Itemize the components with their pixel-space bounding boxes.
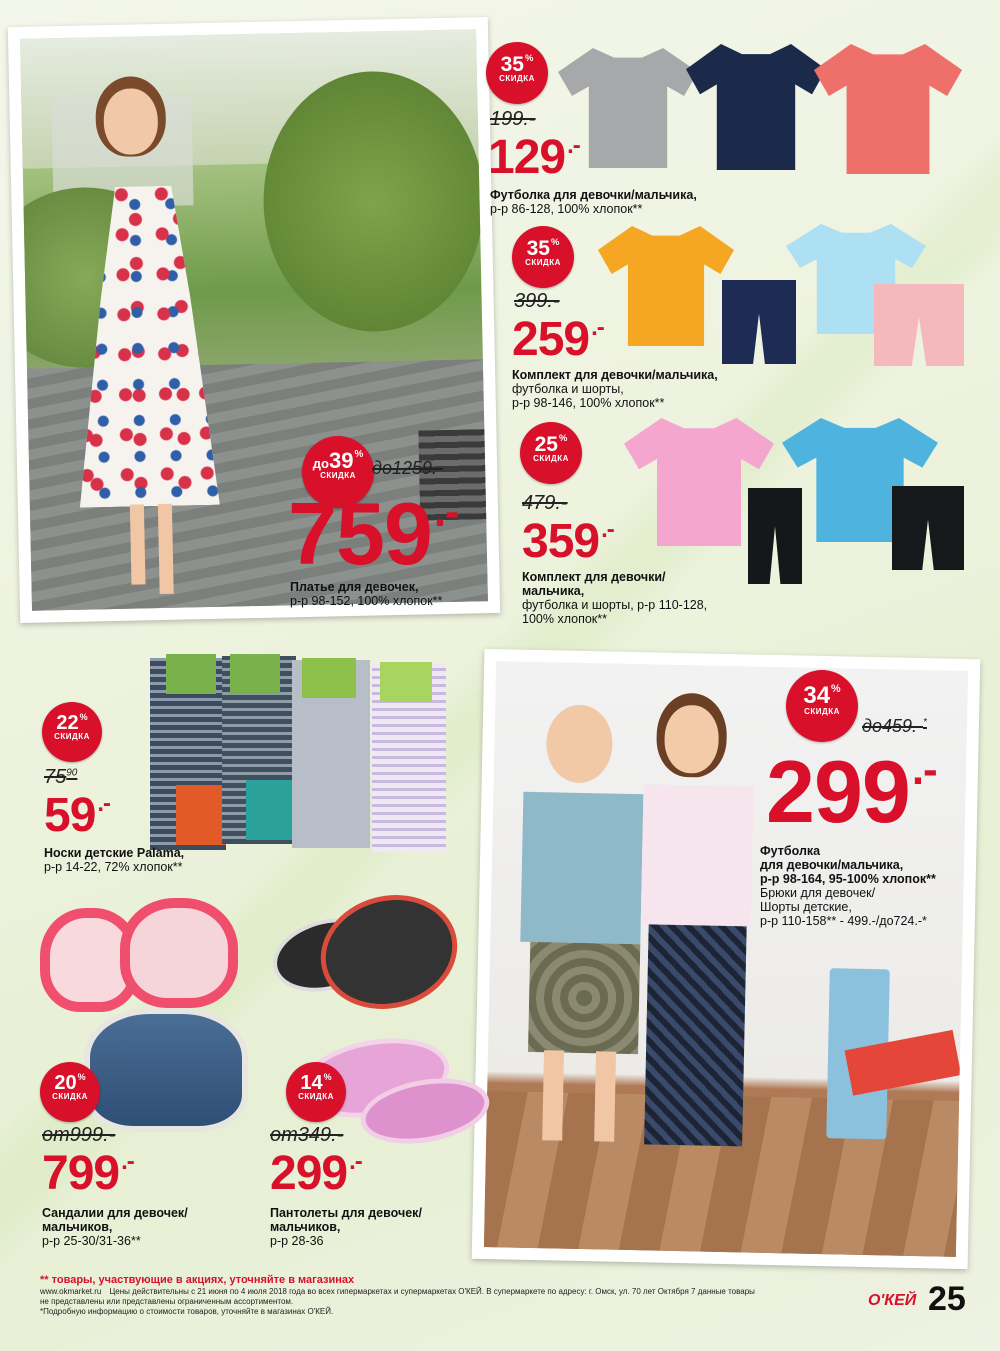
socks-discount-badge: 22% СКИДКА [42, 702, 102, 762]
slippers-details: р-р 28-36 [270, 1234, 324, 1248]
set1-navy-shorts-image [722, 280, 796, 364]
boy-figure [546, 704, 614, 783]
kids-price-suffix: .- [911, 745, 937, 794]
tshirt-details: р-р 86-128, 100% хлопок** [490, 202, 643, 216]
footer-line-1: Цены действительны с 21 июня по 4 июля 2018 года во всех гипермаркетах и супермаркетах О'КЕЙ. В супермаркете по адресу: г. Омск, ул. 70 лет Октября 7 данные товары [109, 1287, 755, 1296]
sandals-discount-value: 20 [54, 1072, 77, 1094]
footer-site-link[interactable]: www.okmarket.ru [40, 1287, 102, 1296]
set1-old-price: 399.- [514, 290, 560, 312]
set2-price-value: 359 [522, 515, 600, 568]
socks-price-value: 59 [44, 789, 96, 842]
tshirt-description [490, 188, 697, 216]
dress-price [288, 484, 459, 583]
set1-discount-badge: 35% СКИДКА [512, 226, 574, 288]
kids-title-2: для девочки/мальчика, [760, 858, 904, 872]
slippers-title-2: мальчиков, [270, 1220, 341, 1234]
set1-pink-shorts-image [874, 284, 964, 366]
dress-discount-label: СКИДКА [320, 471, 356, 480]
sandals-title-2: мальчиков, [42, 1220, 113, 1234]
kids-price-value: 299 [766, 742, 910, 841]
dress-badge-prefix: до [312, 456, 329, 471]
tshirt-price [488, 131, 580, 184]
tshirt-coral-image [814, 44, 962, 174]
set1-discount-label: СКИДКА [525, 258, 561, 267]
dress-description [290, 580, 442, 608]
sandals-price-suffix: .- [121, 1148, 134, 1175]
set1-title: Комплект для девочки/мальчика, [512, 368, 718, 382]
set2-old-price: 479.- [522, 492, 568, 514]
set2-title-2: мальчика, [522, 584, 585, 598]
kids-title-1: Футболка [760, 844, 821, 858]
slippers-old-price: от349.- [270, 1124, 344, 1146]
tshirt-price-value: 129 [488, 131, 566, 184]
page-number: 25 [928, 1280, 966, 1318]
sandals-old-price: от999.- [42, 1124, 116, 1146]
sandal-blue-image [84, 1008, 248, 1132]
socks-discount-value: 22 [56, 712, 79, 734]
kids-price [766, 742, 937, 841]
set2-title-1: Комплект для девочки/ [522, 570, 666, 584]
set1-discount-value: 35 [526, 237, 550, 260]
sandals-details: р-р 25-30/31-36** [42, 1234, 141, 1248]
kids-details-1: Брюки для девочек/ [760, 886, 876, 900]
tshirt-old-price: 199.- [490, 108, 536, 130]
footer-line-3: *Подробную информацию о стоимости товаров, уточняйте в магазинах О'КЕЙ. [40, 1307, 334, 1316]
kids-description [760, 844, 936, 928]
set1-yellow-tee-image [598, 226, 734, 346]
kids-discount-label: СКИДКА [804, 707, 840, 716]
socks-details: р-р 14-22, 72% хлопок** [44, 860, 183, 874]
slippers-title-1: Пантолеты для девочек/ [270, 1206, 422, 1220]
socks-price-suffix: .- [97, 790, 111, 817]
socks-old-price [44, 766, 77, 789]
slippers-price [270, 1147, 362, 1200]
dress-price-suffix: .- [433, 487, 459, 536]
kids-old-price-mark: * [923, 717, 927, 728]
sandals-price-value: 799 [42, 1147, 120, 1200]
slippers-discount-badge: 14% СКИДКА [286, 1062, 346, 1122]
dress-price-value: 759 [288, 484, 432, 583]
socks-price [44, 789, 111, 842]
dress-details: р-р 98-152, 100% хлопок** [290, 594, 443, 608]
set1-price-suffix: .- [591, 314, 604, 341]
kids-old-price-value: до459.- [862, 716, 923, 736]
socks-old-price-value: 75 [44, 766, 67, 788]
slippers-price-suffix: .- [349, 1148, 362, 1175]
sandals-description [42, 1206, 188, 1248]
set2-price-suffix: .- [601, 516, 614, 543]
footer-promo: ** товары, участвующие в акциях, уточняйте в магазинах [40, 1274, 355, 1286]
dress-discount-value: 39 [328, 448, 354, 473]
okey-logo: О'КЕЙ [868, 1292, 917, 1309]
set2-details-1: футболка и шорты, р-р 110-128, [522, 598, 708, 612]
tshirt-price-suffix: .- [567, 132, 580, 159]
slippers-discount-label: СКИДКА [298, 1092, 334, 1101]
sandals-discount-label: СКИДКА [52, 1092, 88, 1101]
set2-details-2: 100% хлопок** [522, 612, 607, 626]
flipflop-image-2 [308, 880, 470, 1024]
sandals-discount-badge: 20% СКИДКА [40, 1062, 100, 1122]
kids-old-price [862, 716, 927, 737]
dress-title: Платье для девочек, [290, 580, 419, 594]
set1-price-value: 259 [512, 313, 590, 366]
set2-discount-value: 25 [534, 433, 558, 456]
slippers-price-value: 299 [270, 1147, 348, 1200]
kids-discount-value: 34 [803, 682, 831, 709]
kids-discount-badge: 34% СКИДКА [786, 670, 858, 742]
socks-discount-label: СКИДКА [54, 732, 90, 741]
sandal-pink-image-2 [120, 898, 238, 1008]
set2-discount-label: СКИДКА [533, 454, 569, 463]
tshirt-discount-badge: 35% СКИДКА [486, 42, 548, 104]
kids-details-3: р-р 110-158** - 499.-/до724.-* [760, 914, 927, 928]
slippers-discount-value: 14 [300, 1072, 323, 1094]
kids-title-3: р-р 98-164, 95-100% хлопок** [760, 872, 936, 886]
socks-old-price-cents: 90 [66, 767, 78, 779]
footer-legal [40, 1287, 920, 1317]
socks-description [44, 846, 184, 874]
set2-black-shorts-image [892, 486, 964, 570]
set1-details-2: р-р 98-146, 100% хлопок** [512, 396, 665, 410]
set1-details-1: футболка и шорты, [512, 382, 624, 396]
tshirt-navy-image [686, 44, 826, 170]
socks-title: Носки детские Palama, [44, 846, 185, 860]
set2-discount-badge: 25% СКИДКА [520, 422, 582, 484]
dress-old-price: до1259.- [372, 458, 443, 478]
sandals-title-1: Сандалии для девочек/ [42, 1206, 188, 1220]
sandals-price [42, 1147, 134, 1200]
tshirt-discount-value: 35 [500, 53, 524, 76]
tshirt-discount-label: СКИДКА [499, 74, 535, 83]
set2-black-leggings-image [748, 488, 802, 584]
footer-line-2: не представлены или представлены ограниченным ассортиментом. [40, 1297, 294, 1306]
dress-discount-badge: до39% СКИДКА [302, 436, 374, 508]
set1-description [512, 368, 718, 410]
kids-details-2: Шорты детские, [760, 900, 852, 914]
set1-price [512, 313, 604, 366]
tshirt-title: Футболка для девочки/мальчика, [490, 188, 697, 202]
slippers-description [270, 1206, 422, 1248]
set2-price [522, 515, 614, 568]
set2-description [522, 570, 707, 626]
